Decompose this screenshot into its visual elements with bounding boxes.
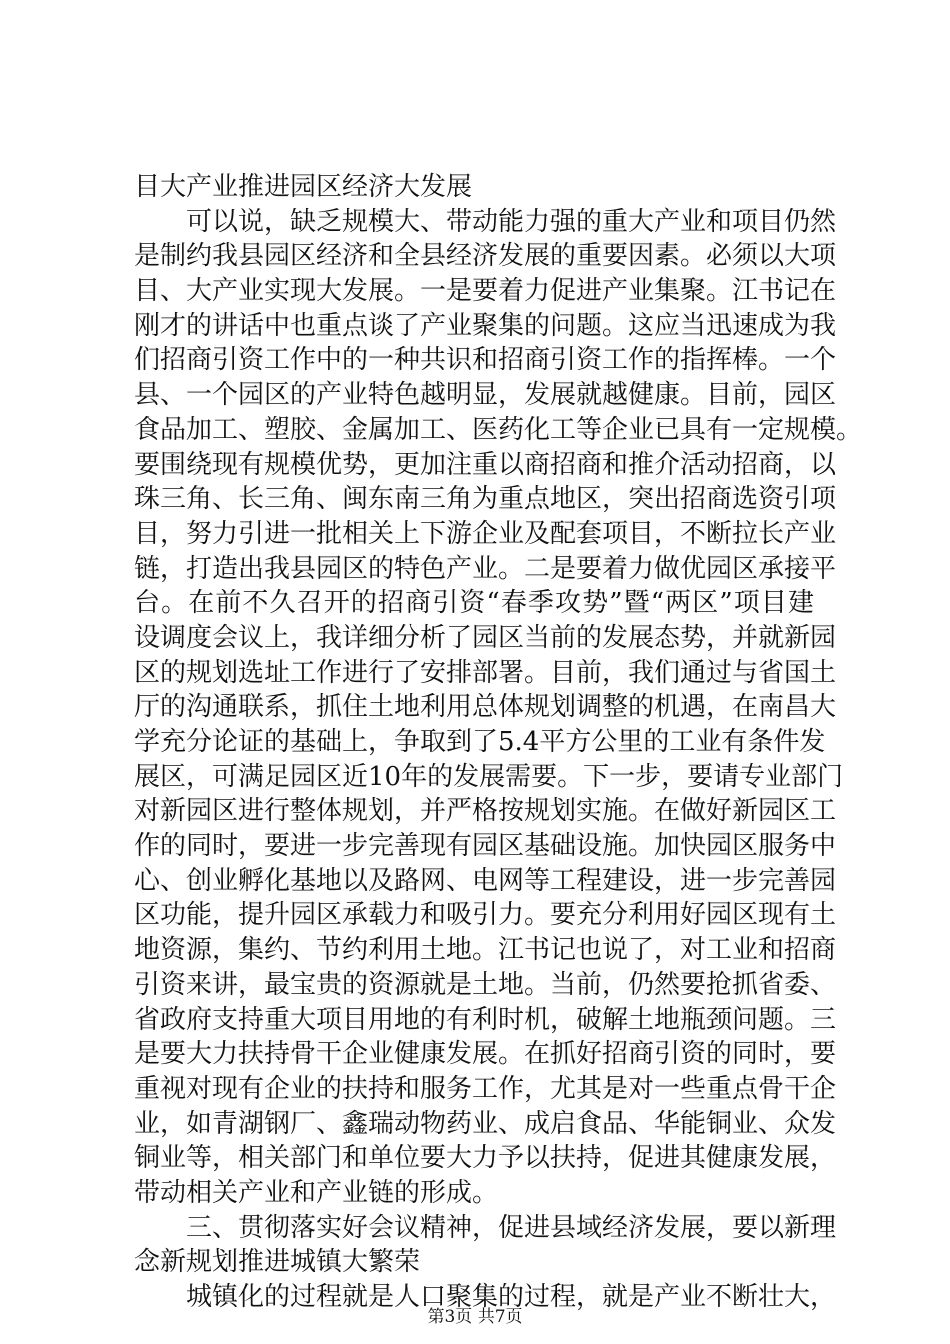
text-line: 地资源，集约、节约利用土地。江书记也说了，对工业和招商	[134, 935, 837, 966]
text-line: 可以说，缺乏规模大、带动能力强的重大产业和项目仍然	[186, 206, 837, 237]
text-line: 珠三角、长三角、闽东南三角为重点地区，突出招商选资引项	[134, 484, 837, 515]
text-line: 对新园区进行整体规划，并严格按规划实施。在做好新园区工	[134, 796, 837, 827]
text-line: 台。在前不久召开的招商引资“春季攻势”暨“两区”项目建	[134, 588, 814, 619]
text-line: 目，努力引进一批相关上下游企业及配套项目，不断拉长产业	[134, 518, 837, 549]
text-line: 展区，可满足园区近10年的发展需要。下一步，要请专业部门	[134, 761, 844, 792]
text-line: 要围绕现有规模优势，更加注重以商招商和推介活动招商，以	[134, 449, 837, 480]
text-line: 三、贯彻落实好会议精神，促进县域经济发展，要以新理	[186, 1212, 837, 1243]
text-line: 县、一个园区的产业特色越明显，发展就越健康。目前，园区	[134, 380, 837, 411]
text-line: 设调度会议上，我详细分析了园区当前的发展态势，并就新园	[134, 622, 837, 653]
text-line: 带动相关产业和产业链的形成。	[134, 1177, 499, 1208]
text-line: 业，如青湖钢厂、鑫瑞动物药业、成启食品、华能铜业、众发	[134, 1108, 837, 1139]
text-line: 城镇化的过程就是人口聚集的过程，就是产业不断壮大，	[186, 1282, 837, 1312]
text-line: 重视对现有企业的扶持和服务工作，尤其是对一些重点骨干企	[134, 1073, 837, 1104]
text-line: 区的规划选址工作进行了安排部署。目前，我们通过与省国土	[134, 657, 837, 688]
text-line: 心、创业孵化基地以及路网、电网等工程建设，进一步完善园	[134, 865, 837, 896]
text-line: 是制约我县园区经济和全县经济发展的重要因素。必须以大项	[134, 241, 837, 272]
text-line: 学充分论证的基础上，争取到了5.4平方公里的工业有条件发	[134, 727, 826, 757]
page-number: 第3页 共7页	[427, 1307, 523, 1327]
text-line: 厅的沟通联系，抓住土地利用总体规划调整的机遇，在南昌大	[134, 692, 837, 723]
text-line: 们招商引资工作中的一种共识和招商引资工作的指挥棒。一个	[134, 345, 837, 376]
text-line: 区功能，提升园区承载力和吸引力。要充分利用好园区现有土	[134, 900, 837, 931]
text-line: 目大产业推进园区经济大发展	[134, 172, 473, 202]
document-body	[134, 170, 863, 1315]
text-line: 刚才的讲话中也重点谈了产业聚集的问题。这应当迅速成为我	[134, 310, 837, 341]
text-line: 省政府支持重大项目用地的有利时机，破解土地瓶颈问题。三	[134, 1004, 837, 1035]
text-line: 目、大产业实现大发展。一是要着力促进产业集聚。江书记在	[134, 276, 837, 307]
text-line: 链，打造出我县园区的特色产业。二是要着力做优园区承接平	[134, 553, 837, 584]
page-footer	[0, 1306, 950, 1328]
text-line: 铜业等，相关部门和单位要大力予以扶持，促进其健康发展，	[134, 1143, 837, 1174]
text-line: 是要大力扶持骨干企业健康发展。在抓好招商引资的同时，要	[134, 1039, 837, 1070]
text-line: 念新规划推进城镇大繁荣	[134, 1247, 421, 1278]
text-line: 作的同时，要进一步完善现有园区基础设施。加快园区服务中	[134, 831, 837, 862]
text-line: 引资来讲，最宝贵的资源就是土地。当前，仍然要抢抓省委、	[134, 969, 837, 1000]
text-line: 食品加工、塑胶、金属加工、医药化工等企业已具有一定规模。	[134, 414, 863, 445]
